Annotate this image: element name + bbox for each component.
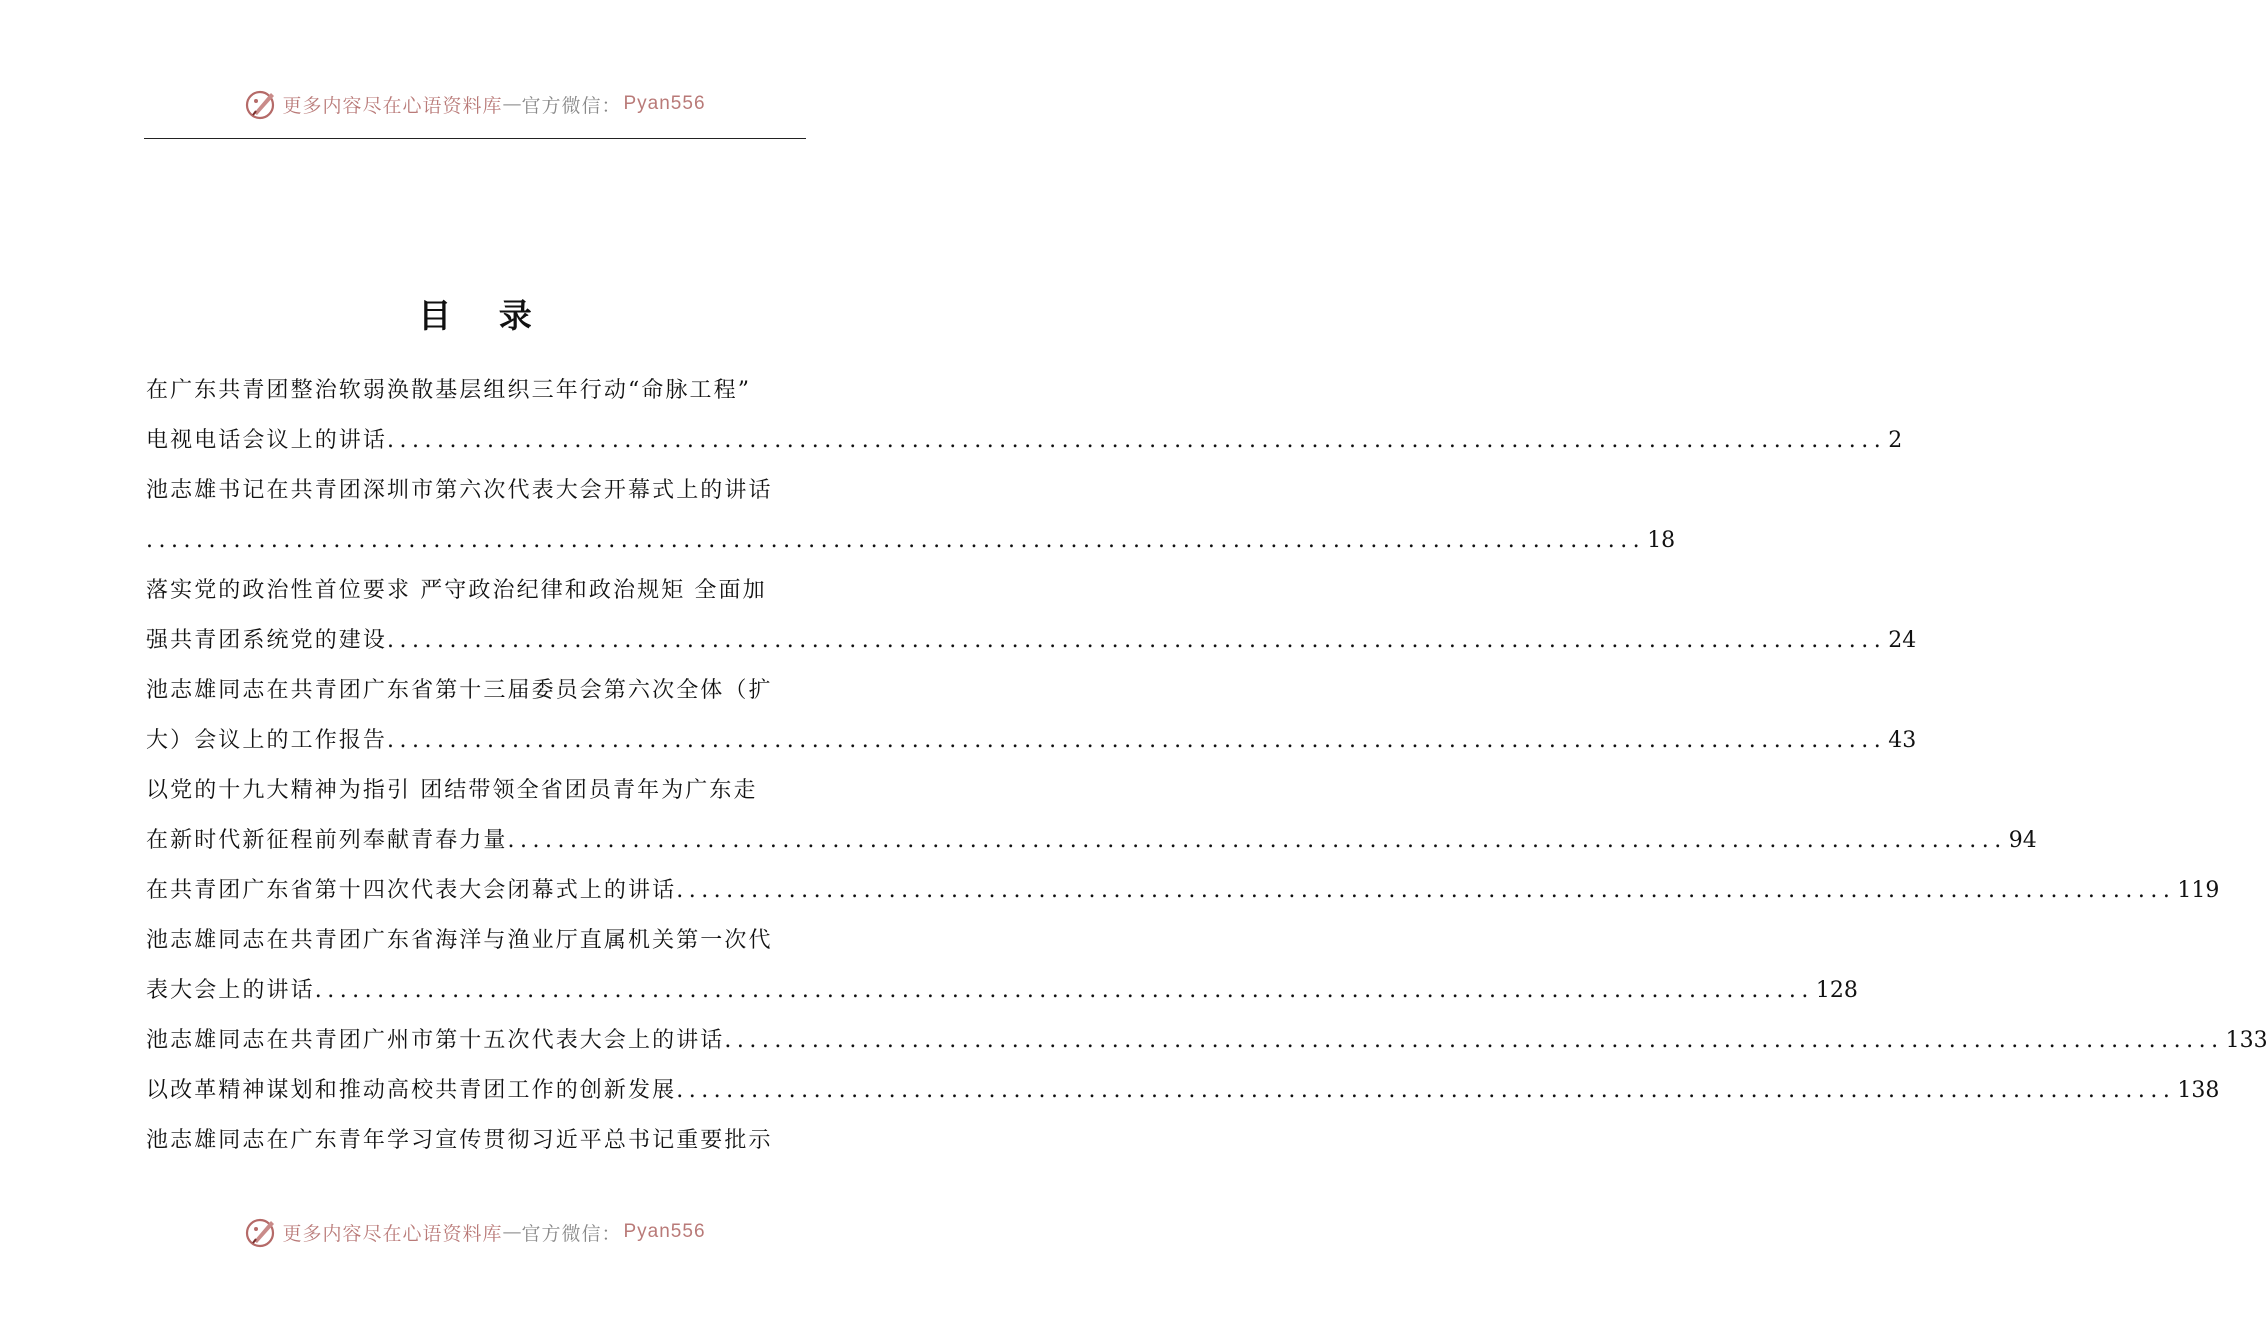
toc-entry-title: 在广东共青团整治软弱涣散基层组织三年行动“命脉工程” <box>146 378 752 403</box>
watermark-text: 更多内容尽在心语资料库 <box>282 1222 503 1245</box>
toc-leader-dots: ........................................................................................................................ <box>507 828 2007 853</box>
watermark-separator: — <box>502 1221 522 1243</box>
header-rule <box>144 138 806 139</box>
toc-entry-title: 池志雄同志在广东青年学习宣传贯彻习近平总书记重要批示 <box>146 1128 773 1153</box>
toc-entry[interactable] <box>146 766 2037 866</box>
toc-entry-title: 电视电话会议上的讲话 <box>146 428 388 453</box>
quill-logo-icon <box>244 1215 278 1249</box>
toc-list <box>146 366 2268 1166</box>
toc-entry-title: 大）会议上的工作报告 <box>146 728 388 753</box>
toc-page-number: 18 <box>1647 528 1676 553</box>
toc-entry[interactable] <box>146 666 1917 766</box>
toc-leader-dots: ........................................................................................................................ <box>387 628 1887 653</box>
watermark-label: 官方微信： <box>521 1222 622 1245</box>
toc-entry-title: 落实党的政治性首位要求 严守政治纪律和政治规矩 全面加 <box>146 578 767 603</box>
watermark-text: 更多内容尽在心语资料库 <box>282 94 503 117</box>
toc-leader-dots: ........................................................................................................................ <box>676 1078 2176 1103</box>
toc-leader-dots: ........................................................................................................................ <box>676 878 2176 903</box>
watermark-wechat-id: Pyan556 <box>623 1221 706 1242</box>
header-watermark <box>0 84 950 124</box>
toc-page-number: 138 <box>2177 1078 2220 1103</box>
toc-leader-dots: ........................................................................................................................ <box>387 728 1887 753</box>
toc-page-number: 94 <box>2008 828 2037 853</box>
quill-logo-icon <box>244 87 278 121</box>
toc-entry-title: 以党的十九大精神为指引 团结带领全省团员青年为广东走 <box>146 778 758 803</box>
toc-entry-title: 表大会上的讲话 <box>146 978 315 1003</box>
toc-page-number: 43 <box>1888 728 1917 753</box>
toc-page-number: 2 <box>1888 428 1903 453</box>
toc-leader-dots: ........................................................................................................................ <box>146 528 1646 553</box>
toc-entry[interactable] <box>146 866 2220 916</box>
toc-entry-title: 池志雄同志在共青团广州市第十五次代表大会上的讲话 <box>146 1028 725 1053</box>
toc-entry-title: 强共青团系统党的建设 <box>146 628 388 653</box>
watermark-wechat-id: Pyan556 <box>623 93 706 114</box>
toc-entry-title: 池志雄同志在共青团广东省海洋与渔业厅直属机关第一次代 <box>146 928 773 953</box>
footer-watermark <box>0 1212 950 1252</box>
toc-page-number: 128 <box>1815 978 1858 1003</box>
toc-entry-title: 在新时代新征程前列奉献青春力量 <box>146 828 508 853</box>
toc-leader-dots: ........................................................................................................................ <box>724 1028 2224 1053</box>
toc-entry[interactable] <box>146 366 1903 466</box>
watermark-label: 官方微信： <box>521 94 622 117</box>
toc-entry[interactable] <box>146 1066 2220 1116</box>
toc-leader-dots: ........................................................................................................................ <box>314 978 1814 1003</box>
toc-entry[interactable] <box>146 466 1676 566</box>
toc-entry[interactable] <box>146 1116 806 1166</box>
toc-entry[interactable] <box>146 1016 2268 1066</box>
toc-entry[interactable] <box>146 916 1858 1016</box>
toc-entry-title: 以改革精神谋划和推动高校共青团工作的创新发展 <box>146 1078 677 1103</box>
toc-page-number: 24 <box>1888 628 1917 653</box>
toc-entry-title: 池志雄同志在共青团广东省第十三届委员会第六次全体（扩 <box>146 678 773 703</box>
toc-entry[interactable] <box>146 566 1917 666</box>
toc-leader-dots: ........................................................................................................................ <box>387 428 1887 453</box>
toc-title: 目 录 <box>418 296 550 335</box>
toc-page-number: 133 <box>2225 1028 2268 1053</box>
watermark-separator: — <box>502 93 522 115</box>
toc-entry-title: 在共青团广东省第十四次代表大会闭幕式上的讲话 <box>146 878 677 903</box>
toc-entry-title: 池志雄书记在共青团深圳市第六次代表大会开幕式上的讲话 <box>146 478 773 503</box>
toc-page-number: 119 <box>2177 878 2220 903</box>
